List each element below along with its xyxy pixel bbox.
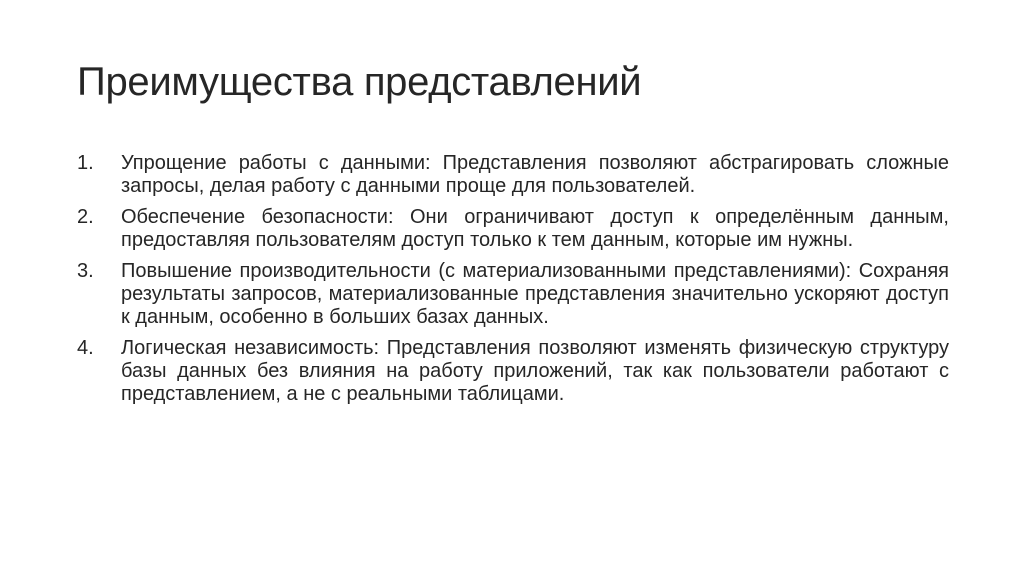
list-item-text: Упрощение работы с данными: Представления позволяют абстрагировать сложные запросы, делая работу с данными проще для пользователей. (121, 152, 949, 197)
list-item-number: 2. (77, 206, 94, 228)
list-item-text: Обеспечение безопасности: Они ограничивают доступ к определённым данным, предоставляя пользователям доступ только к тем данным, которые им нужны. (121, 206, 949, 251)
list-item-number: 1. (77, 152, 94, 174)
slide-title: Преимущества представлений (77, 60, 642, 104)
list-item-4 (77, 337, 949, 406)
list-item-text: Повышение производительности (с материализованными представлениями): Сохраняя результаты запросов, материализованные представления значительно ускоряют доступ к данным, особенно в больших базах данных. (121, 260, 949, 328)
list-item-text: Логическая независимость: Представления позволяют изменять физическую структуру базы данных без влияния на работу приложений, так как пользователи работают с представлением, а не с реальными таблицами. (121, 337, 949, 405)
list-item-number: 3. (77, 260, 94, 282)
list-item-number: 4. (77, 337, 94, 359)
numbered-list (77, 152, 949, 414)
list-item-3 (77, 260, 949, 329)
list-item-1 (77, 152, 949, 198)
list-item-2 (77, 206, 949, 252)
